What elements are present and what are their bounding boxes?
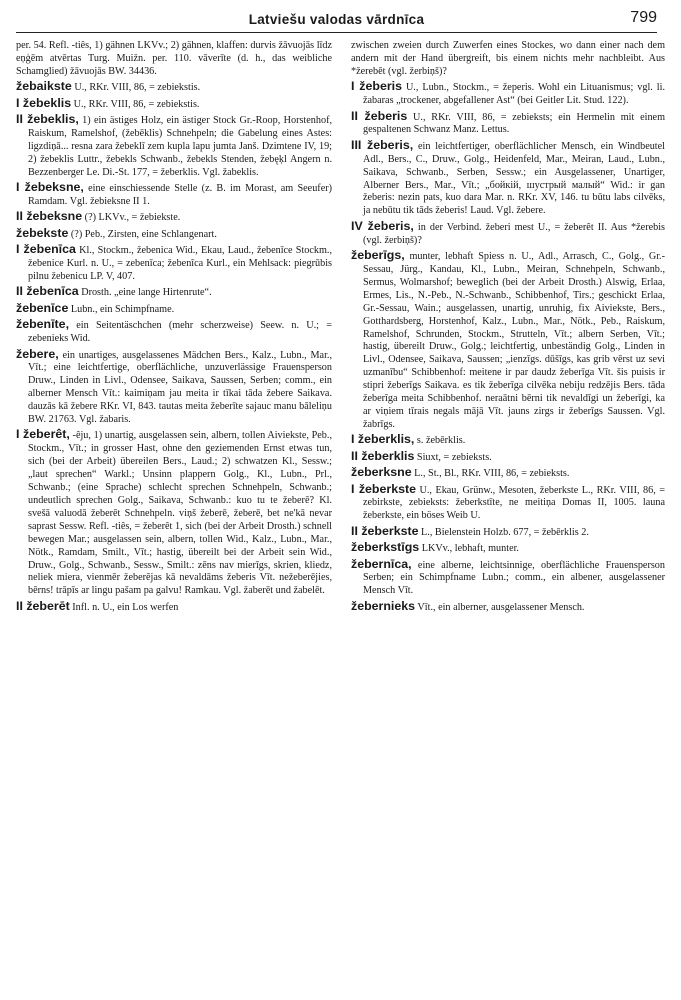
entry-definition: Drosth. „eine lange Hirtenrute“. [78, 287, 212, 299]
entry-definition: U., RKr. VIII, 86, = zebiekstis. [71, 98, 200, 110]
entry-definition: per. 54. Refl. -tiês, 1) gähnen LKVv.; 2) gähnen, klaffen: durvis žāvuojās līdz eņģēm atvērtas Turg. Muižn. per. 110. vāverīte (d. h., das weibliche Schamglied) žāvuojās BW. 34436. [16, 40, 332, 77]
entry-headword: I žeberis [351, 79, 402, 94]
entry-headword: žeberīgs, [351, 248, 405, 263]
entry-definition: L., St., Bl., RKr. VIII, 86, = zebieksts. [411, 468, 570, 480]
left-column [16, 40, 332, 616]
entry-definition: ein unartiges, ausgelassenes Mädchen Bers., Kalz., Lubn., Mar., Vīt.; eine leichtfertige, oberflächliche, unzuverlässige Frauensperson Druw., Linden in Livl., Odensee, Saikava, Saussen, Serben; comm., ein alberner Mensch Vīt.: kaimiņam jau meita ir tīkai tāda žebere Saikava. dauzās kā žebere RKr. VI, 843. tautas meita žeberīte sajauc manu bāleliņu BW. 21763. Vgl. žabaris. [28, 349, 332, 426]
entry-headword: I žebeksne, [16, 180, 84, 195]
dictionary-entry [351, 40, 665, 79]
dictionary-entry [16, 302, 332, 317]
entry-definition: munter, lebhaft Spiess n. U., Adl., Arrasch, C., Golg., Gr.-Sessau, Jürg., Kandau, Kl., Lubn., Meiran, Schnehpeln, Schwanb., Sermus, Wolmarshof; beweglich (bei der Arbeit Drosth.) Alswig, Erlaa, Ermes, Lis., N.-Peb., N.-Schwanb., Schibbenhof, Tirs.; geschickt Erlaa, Gr.-Sessau, Wain.; ausgelassen, unartig, unruhig, fix Aiviekste, Bers., Gotthardsberg, Horstenhof, Kalz., Lubn., Mar., Nötk., Peb., Raiskum, Ramelshof, Schrunden, Stockm., Strutteln, Vīt.; albern Serben, Vīt.; hastig, übereilt Druw., Golg.; leichtfertig, unbeständig Golg., Linden in Livl., Odensee, Saikava, Saussen; „ienzīgs. dūšīgs, kas grib vērst uz sevi uzmanību“ Schibbenhof: meitene ir par daudz žeberīga Vīt. šis puisis ir stipri žeberīgs Saikava. es tik žeberīga cilvēka nebiju redzējis Bers. tāda žeberīga meita Schibbenhof. neraātni bērni tik nevaldīgi un žeberīgi, ka ar viņiem tīrais negals mājā Vīt. jauns zirgs ir žeberīgs Saussen. Vgl. žabrīgs. [363, 251, 665, 430]
entry-definition: zwischen zweien durch Zuwerfen eines Stockes, wo dann einer nach dem andern mit der Hand übergreift, bis einem nichts mehr nachbleibt. Aus *žerebēt (vgl. žerbiņš)? [351, 40, 665, 77]
dictionary-entry [351, 139, 665, 218]
entry-definition: U., RKr. VIII, 86, = zebiekstis. [71, 82, 201, 94]
entry-definition: U., RKr. VIII, 86, = zebieksts; ein Hermelin mit einem gespaltenen Schwanz Manz. Lettus. [363, 111, 665, 136]
entry-definition: ein Seitentäschchen (mehr scherzweise) Seew. n. U.; = zebenieks Wid. [28, 320, 332, 345]
entry-definition: Infl. n. U., ein Los werfen [69, 601, 179, 613]
entry-definition: Vīt., ein alberner, ausgelassener Mensch. [415, 601, 585, 613]
entry-headword: I žeberklis, [351, 432, 415, 447]
entry-headword: žebenīte, [16, 317, 70, 332]
entry-headword: žebernieks [351, 598, 416, 613]
entry-definition: L., Bielenstein Holzb. 677, = žebērklis 2. [418, 526, 589, 538]
dictionary-entry [351, 80, 665, 108]
dictionary-entry [351, 433, 665, 448]
entry-headword: II žeberēt [16, 598, 70, 613]
dictionary-entry [16, 210, 332, 225]
dictionary-entry [16, 80, 332, 95]
entry-definition: (?) Peb., Zirsten, eine Schlangenart. [68, 228, 217, 240]
entry-headword: I žebeklis [16, 95, 72, 110]
dictionary-entry [16, 318, 332, 346]
entry-definition: U., Ekau, Grünw., Mesoten, žeberkste L., RKr. VIII, 86, = zebirkste, zebieksts: žeberkstīte, ne meitiņa Domas II, 1005. launa žeberkste, ein böses Weib U. [363, 484, 665, 522]
entry-definition: eine alberne, leichtsinnige, oberflächliche Frauensperson Serben; ein Schimpfname Lubn.; comm., ein albener, ausgelassener Mensch Vīt. [363, 559, 665, 597]
dictionary-entry [351, 600, 665, 615]
entry-headword: žebenīce [16, 300, 69, 315]
entry-headword: II žebeklis, [16, 112, 79, 127]
entry-headword: IV žeberis, [351, 218, 414, 233]
dictionary-entry [351, 483, 665, 524]
entry-headword: žebere, [16, 346, 59, 361]
dictionary-entry [351, 525, 665, 540]
page-number: 799 [630, 9, 657, 26]
entry-headword: žebaikste [16, 79, 72, 94]
dictionary-entry [351, 558, 665, 599]
right-column [351, 40, 665, 616]
entry-headword: II žeberklis [351, 448, 415, 463]
dictionary-entry [16, 97, 332, 112]
page-header [16, 9, 657, 33]
dictionary-entry [351, 541, 665, 556]
entry-headword: II žeberis [351, 108, 408, 123]
entry-definition: s. žebērklis. [414, 435, 466, 447]
dictionary-entry [16, 181, 332, 209]
entry-definition: 1) ein ästiges Holz, ein ästiger Stock Gr.-Roop, Horstenhof, Raiskum, Ramelshof, (žebēklis) Schnehpeln; die Gabelung eines Astes: ligzdiņā... resna zara žebeklī zem kupla lapu jumta Janš. Dzimtene IV, 19; 2) žebeklis Luttr., žebekls Schwanb., žebekls Stenden, žebęķl Angern n. Bezzenberger Le. Di.-St. 177, = žeberklis. Vgl. žabeklis. [28, 115, 333, 178]
dictionary-entry [16, 285, 332, 300]
entry-definition: in der Verbind. žeberi mest U., = žeberêt II. Aus *žerebis (vgl. žerbiņš)? [363, 221, 665, 246]
dictionary-entry [16, 428, 332, 598]
entry-headword: III žeberis, [351, 137, 414, 152]
entry-definition: Lubn., ein Schimpfname. [68, 303, 175, 315]
entry-headword: I žebenīca [16, 242, 76, 257]
entry-definition: LKVv., lebhaft, munter. [419, 543, 519, 555]
entry-definition: U., Lubn., Stockm., = žeperis. Wohl ein Lituanismus; vgl. li. žabaras „trockener, abgefallener Ast“ (bei Geitler Lit. Stud. 122). [363, 82, 665, 107]
entry-headword: I žeberkste [351, 481, 417, 496]
entry-headword: II žebeksne [16, 209, 83, 224]
dictionary-entry [16, 348, 332, 427]
entry-definition: (?) LKVv., = žebiekste. [82, 212, 181, 224]
dictionary-entry [16, 243, 332, 284]
dictionary-entry [16, 600, 332, 615]
entry-headword: II žeberkste [351, 523, 419, 538]
dictionary-entry [351, 220, 665, 248]
entry-headword: II žebenīca [16, 284, 79, 299]
entry-definition: Kl., Stockm., žebenica Wid., Ekau, Laud., žebenīce Stockm., žebenice Kurl. n. U., = zebenīca; žebenīca Kurl., ein Mehlsack: piegrūbis pilnu žebenicu LP. V, 407. [28, 245, 333, 282]
entry-definition: eine einschiessende Stelle (z. B. im Morast, am Seeufer) Ramdam. Vgl. žebieksne II 1. [28, 183, 332, 207]
entry-headword: I žeberêt, [16, 427, 70, 442]
running-title: Latviešu valodas vārdnīca [248, 12, 425, 27]
entry-headword: žeberkstīgs [351, 540, 420, 555]
dictionary-entry [351, 249, 665, 432]
entry-headword: žebekste [16, 225, 69, 240]
dictionary-entry [351, 466, 665, 481]
entry-definition: ein leichtfertiger, oberflächlicher Mensch, ein Windbeutel Adl., Bers., C., Druw., Golg., Heidenfeld, Mar., Meiran, Laud., Lubn., Saikava, Schwanb., Serben, Sessw.; ein Ausgelassener, Unartiger, Alberner Bers., Mar., Vīt.; „бойкій, шустрый малый“ Wid.: ir gan žeberis: nezin pats, kuo dara Mar. n. RKr. XV, 146. tu būtu labs cilvēks, ja nebūtu tik tāds žeberis! Laud. Vgl. žebere. [363, 140, 665, 217]
entry-definition: -êju, 1) unartig, ausgelassen sein, albern, tollen Aiviekste, Peb., Stockm., Vīt.; in grosser Hast, ohne den geziemenden Ernst etwas tun, sich (bei der Arbeit) übereilen Bers., Laud.; 2) schwatzen Kl., Sessw.; „laut sprechen“ Warkl.; Unsinn plappern Golg., Kl., Lubn., Prl., Schwanb.; (eine Sprache) schlecht sprechen Schnehpeln, Schwanb.; undeutlich sprechen Golg., Saikava, Schwanb.: kuo tu te žeberē? Kl. svešā valuodā žeberēt Schnehpeln. viņš žeberē, žeberē, bet ne'kā nevar saprast Sessw. Refl. -tiês, = žeberêt 1, sich (bei der Arbeit Drosth.) schnell bewegen Mar.; ausgelassen sein, albern, tollen Wid., Kalz., Lubn., Mar., Nötk., Ramdam, Smilt., Vīt.; hastig, übereilt bei der Arbeit sein Wid., Druw., Golg., Schwanb., Sessw., Smilt.: zēns nav mierīgs, skrien, kliedz, neliek miera, vienmēr žeberējas kā nevaldāms žeberis Vīt. nežeberējies, bērns! trāpīs ar lingu pašam pa galvu! Ramkau. Vgl. žaberēt und žabelēt. [28, 430, 332, 597]
entry-headword: žeberksne [351, 465, 412, 480]
entry-definition: Siuxt, = zebieksts. [414, 451, 492, 463]
dictionary-entry [16, 113, 332, 180]
entry-headword: žebernīca, [351, 556, 412, 571]
dictionary-entry [16, 40, 332, 79]
dictionary-entry [351, 110, 665, 138]
dictionary-entry [16, 227, 332, 242]
dictionary-entry [351, 450, 665, 465]
